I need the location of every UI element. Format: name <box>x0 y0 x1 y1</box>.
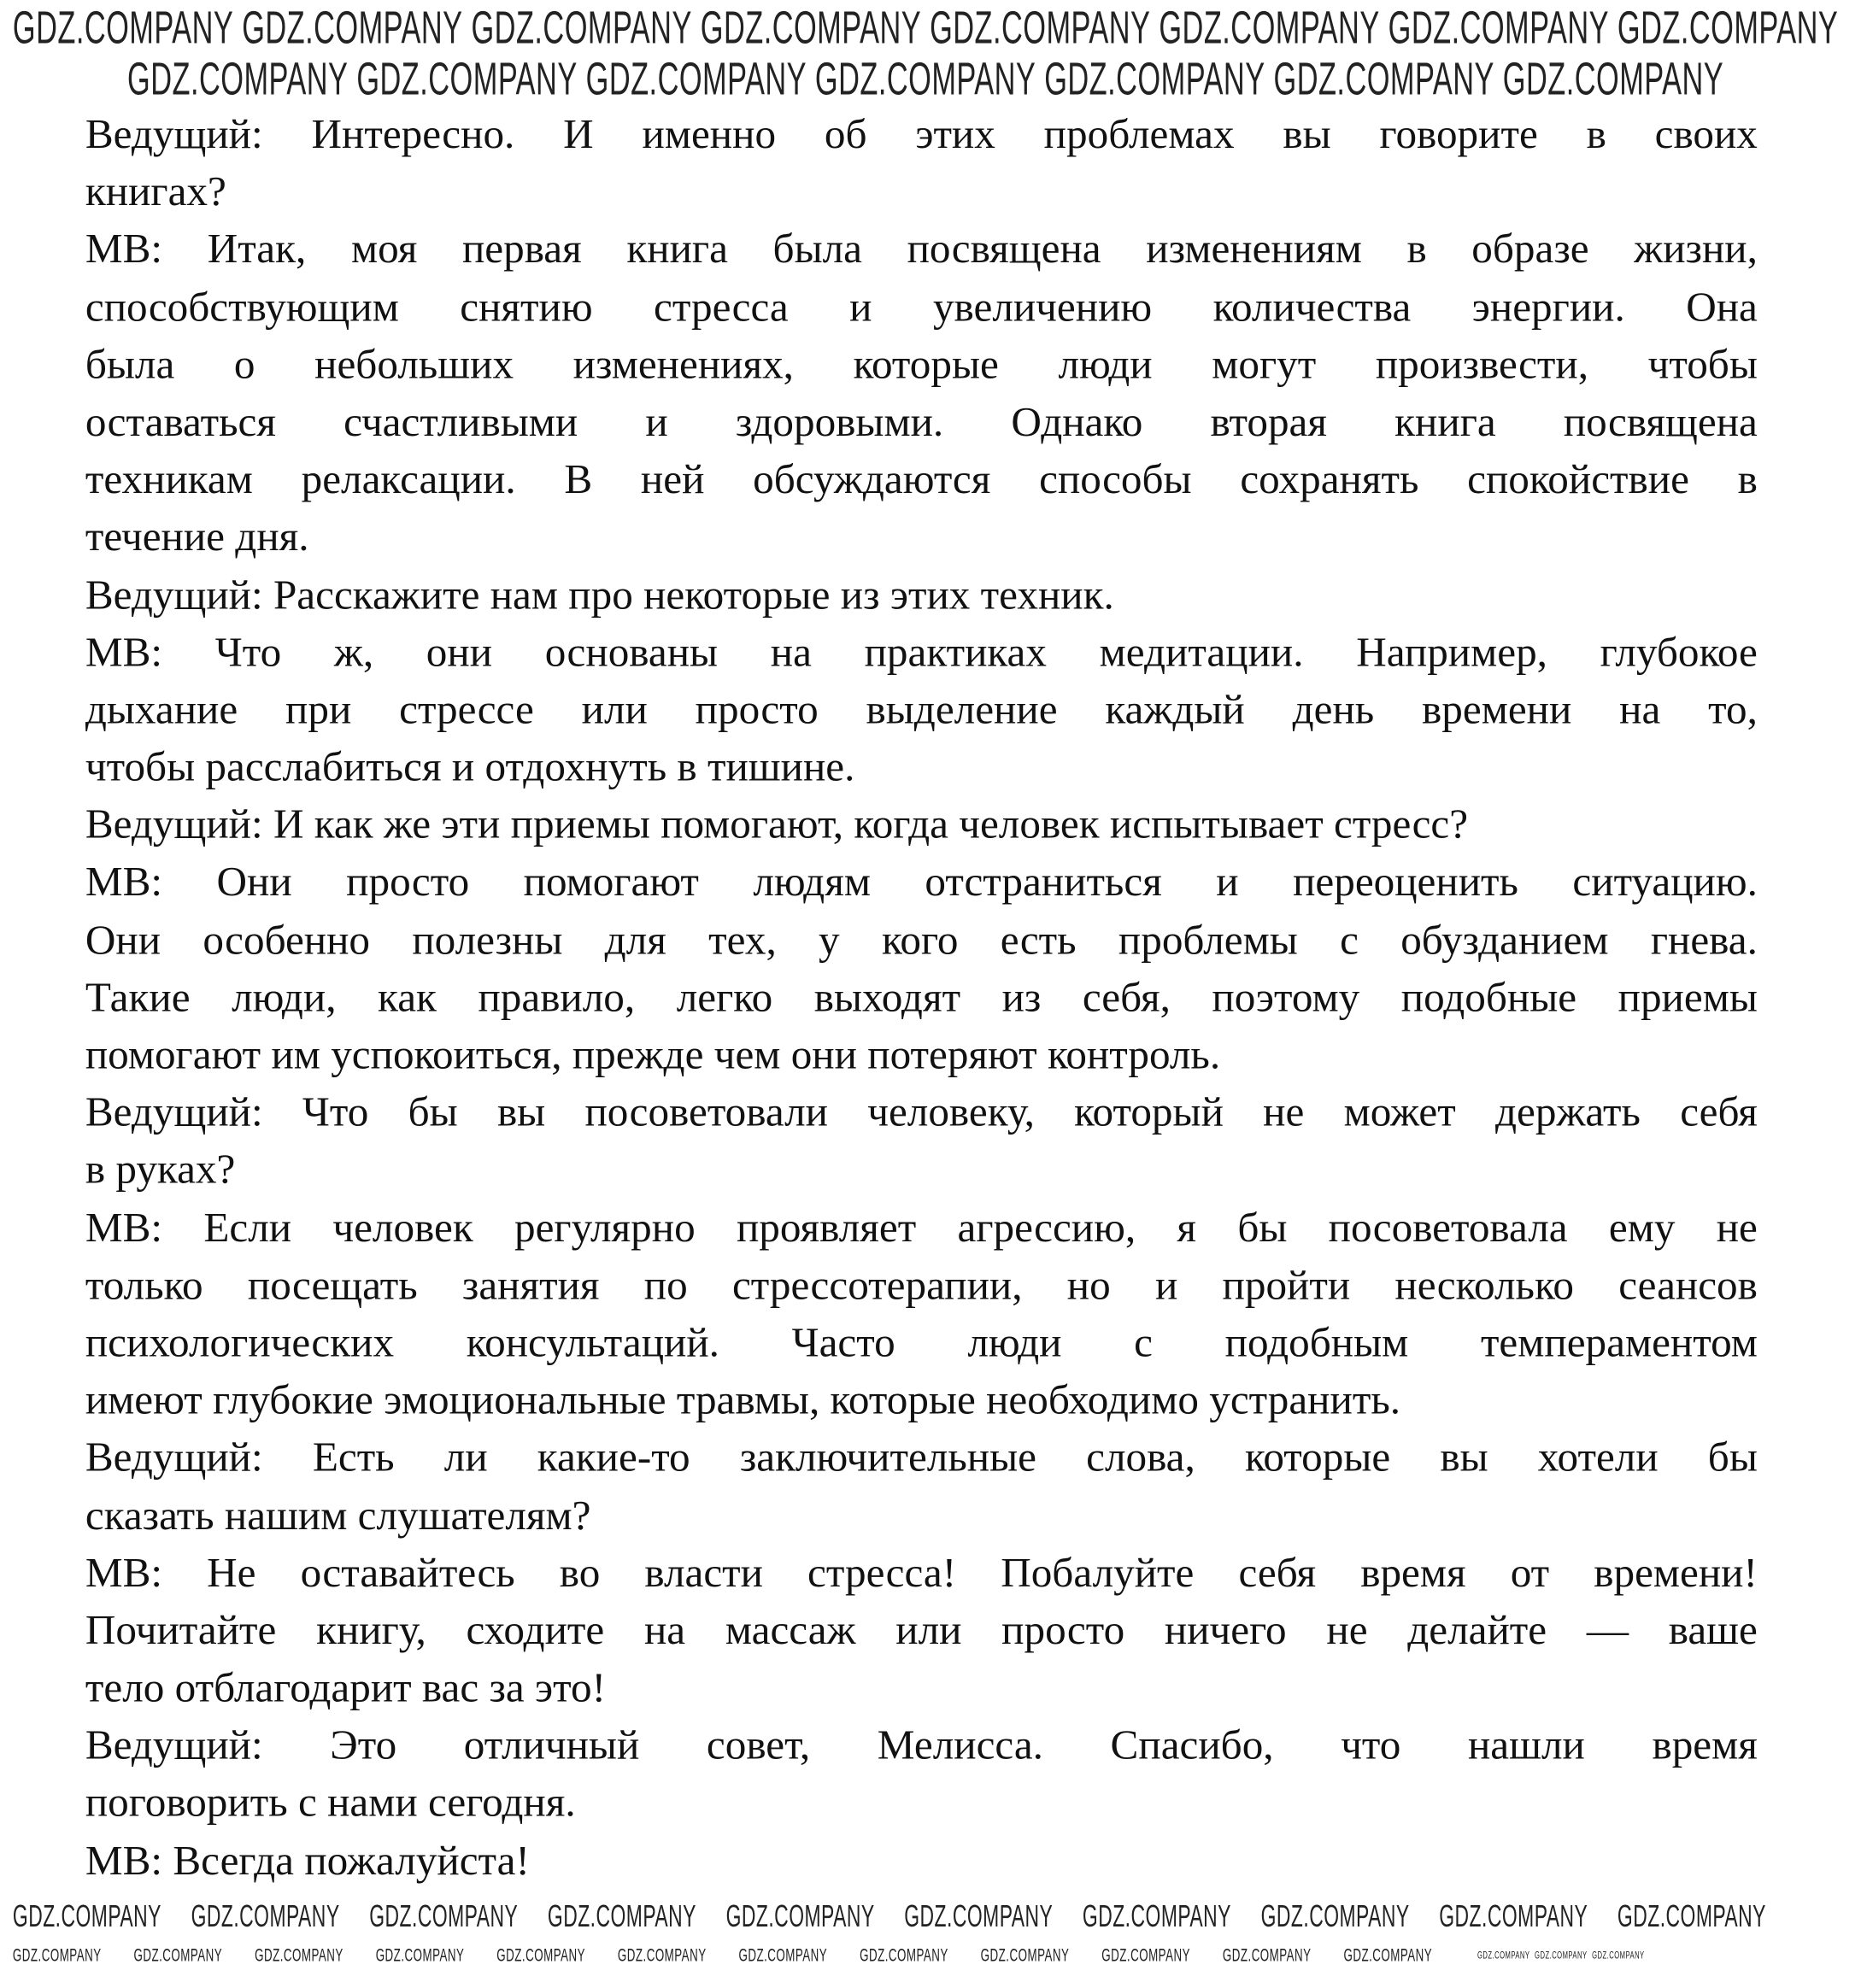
paragraph <box>85 567 1758 625</box>
watermark: GDZ.COMPANY <box>930 1 1151 54</box>
text-line: имеют глубокие эмоциональные травмы, которые необходимо устранить. <box>85 1377 1401 1424</box>
watermark: GDZ.COMPANY <box>1535 1949 1588 1962</box>
paragraph <box>85 855 1758 1085</box>
paragraph <box>85 1718 1758 1833</box>
paragraph <box>85 625 1758 797</box>
watermark: GDZ.COMPANY <box>127 52 349 105</box>
watermark: GDZ.COMPANY <box>1439 1899 1588 1935</box>
watermark: GDZ.COMPANY <box>617 1944 707 1965</box>
watermark: GDZ.COMPANY <box>1222 1944 1312 1965</box>
watermark: GDZ.COMPANY <box>1044 52 1265 105</box>
watermark: GDZ.COMPANY <box>12 1899 161 1935</box>
text-line: была о небольших изменениях, которые люди могут произвести, чтобы <box>85 342 1758 389</box>
text-line: МВ: Если человек регулярно проявляет агрессию, я бы посоветовала ему не <box>85 1205 1758 1252</box>
watermark: GDZ.COMPANY <box>1082 1899 1231 1935</box>
text-line: Ведущий: Что бы вы посоветовали человеку, который не может держать себя <box>85 1090 1758 1136</box>
text-line: Ведущий: Расскажите нам про некоторые из этих техник. <box>85 572 1114 619</box>
paragraph <box>85 107 1758 222</box>
text-line: Ведущий: Это отличный совет, Мелисса. Спасибо, что нашли время <box>85 1723 1758 1769</box>
paragraph <box>85 222 1758 567</box>
paragraph <box>85 797 1758 854</box>
watermark: GDZ.COMPANY <box>725 1899 875 1935</box>
paragraph <box>85 1430 1758 1545</box>
text-line: Почитайте книгу, сходите на массаж или просто ничего не делайте — ваше <box>85 1608 1758 1654</box>
text-line: МВ: Итак, моя первая книга была посвящена изменениям в образе жизни, <box>85 226 1758 273</box>
watermark: GDZ.COMPANY <box>1260 1899 1410 1935</box>
watermark: GDZ.COMPANY <box>1273 52 1494 105</box>
watermark: GDZ.COMPANY <box>904 1899 1054 1935</box>
text-line: тело отблагодарит вас за это! <box>85 1665 606 1712</box>
watermark: GDZ.COMPANY <box>471 1 692 54</box>
text-line: МВ: Всегда пожалуйста! <box>85 1838 530 1885</box>
watermark: GDZ.COMPANY <box>814 52 1036 105</box>
watermark: GDZ.COMPANY <box>12 1944 102 1965</box>
interview-text <box>85 107 1758 1891</box>
text-line: течение дня. <box>85 514 309 561</box>
paragraph <box>85 1545 1758 1718</box>
text-line: сказать нашим слушателям? <box>85 1492 591 1539</box>
watermark: GDZ.COMPANY <box>1617 1 1839 54</box>
watermark: GDZ.COMPANY <box>1592 1949 1645 1962</box>
text-line: МВ: Не оставайтесь во власти стресса! Побалуйте себя время от времени! <box>85 1550 1758 1597</box>
paragraph <box>85 1200 1758 1430</box>
text-line: в руках? <box>85 1147 236 1194</box>
text-line: Ведущий: Интересно. И именно об этих проблемах вы говорите в своих <box>85 112 1758 158</box>
text-line: только посещать занятия по стрессотерапии, но и пройти несколько сеансов <box>85 1263 1758 1309</box>
watermark: GDZ.COMPANY <box>1343 1944 1433 1965</box>
watermark: GDZ.COMPANY <box>356 52 578 105</box>
text-line: Они особенно полезны для тех, у кого есть проблемы с обузданием гнева. <box>85 918 1758 964</box>
watermark: GDZ.COMPANY <box>1101 1944 1190 1965</box>
text-line: способствующим снятию стресса и увеличению количества энергии. Она <box>85 284 1758 331</box>
watermark: GDZ.COMPANY <box>700 1 922 54</box>
watermark: GDZ.COMPANY <box>980 1944 1070 1965</box>
watermark: GDZ.COMPANY <box>1477 1949 1530 1962</box>
watermark: GDZ.COMPANY <box>375 1944 465 1965</box>
watermark: GDZ.COMPANY <box>1617 1899 1766 1935</box>
watermark: GDZ.COMPANY <box>860 1944 948 1965</box>
text-line: техникам релаксации. В ней обсуждаются способы сохранять спокойствие в <box>85 457 1758 503</box>
watermark: GDZ.COMPANY <box>12 1 234 54</box>
text-line: оставаться счастливыми и здоровыми. Однако вторая книга посвящена <box>85 399 1758 446</box>
text-line: психологических консультаций. Часто люди с подобным темпераментом <box>85 1320 1758 1367</box>
text-line: МВ: Что ж, они основаны на практиках медитации. Например, глубокое <box>85 630 1758 676</box>
watermark: GDZ.COMPANY <box>496 1944 585 1965</box>
text-line: чтобы расслабиться и отдохнуть в тишине. <box>85 745 855 791</box>
text-line: Ведущий: Есть ли какие-то заключительные слова, которые вы хотели бы <box>85 1435 1758 1481</box>
paragraph <box>85 1833 1758 1891</box>
text-line: дыхание при стрессе или просто выделение каждый день времени на то, <box>85 687 1758 734</box>
watermark: GDZ.COMPANY <box>1502 52 1724 105</box>
text-line: МВ: Они просто помогают людям отстраниться и переоценить ситуацию. <box>85 859 1758 906</box>
text-line: книгах? <box>85 169 226 216</box>
text-line: помогают им успокоиться, прежде чем они потеряют контроль. <box>85 1032 1221 1079</box>
watermark: GDZ.COMPANY <box>242 1 463 54</box>
paragraph <box>85 1085 1758 1200</box>
text-line: Такие люди, как правило, легко выходят из себя, поэтому подобные приемы <box>85 975 1758 1022</box>
watermark: GDZ.COMPANY <box>738 1944 828 1965</box>
watermark: GDZ.COMPANY <box>1159 1 1380 54</box>
text-line: Ведущий: И как же эти приемы помогают, когда человек испытывает стресс? <box>85 802 1469 849</box>
watermark: GDZ.COMPANY <box>585 52 807 105</box>
watermark: GDZ.COMPANY <box>255 1944 343 1965</box>
watermark: GDZ.COMPANY <box>369 1899 519 1935</box>
watermark: GDZ.COMPANY <box>133 1944 223 1965</box>
watermark: GDZ.COMPANY <box>191 1899 340 1935</box>
watermark: GDZ.COMPANY <box>1388 1 1610 54</box>
watermark: GDZ.COMPANY <box>547 1899 696 1935</box>
text-line: поговорить с нами сегодня. <box>85 1780 576 1827</box>
